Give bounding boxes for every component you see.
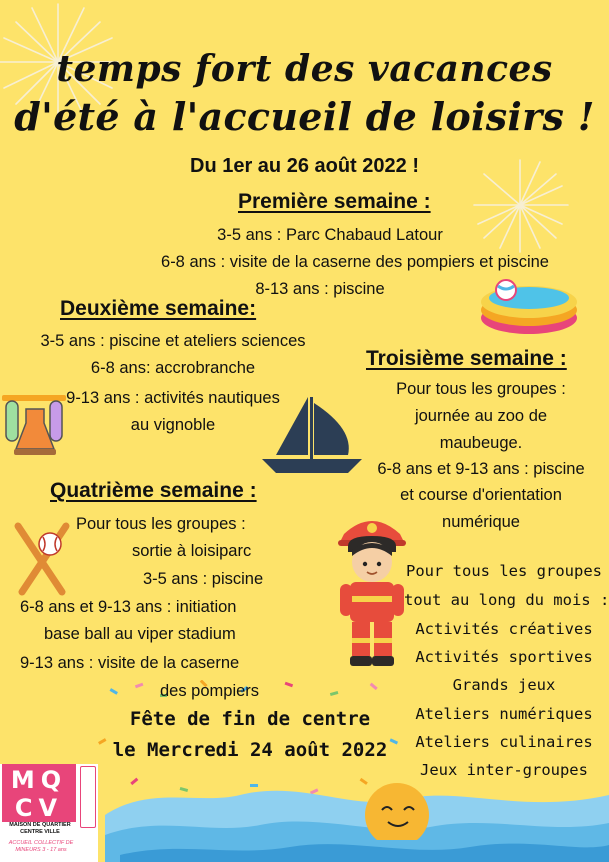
week3-line-5: et course d'orientation [400, 486, 562, 504]
pool-icon [478, 270, 580, 338]
all-month-line-7: Ateliers culinaires [415, 733, 593, 751]
week1-heading: Première semaine : [238, 190, 431, 213]
week3-line-2: journée au zoo de [414, 407, 548, 425]
all-month-line-3: Activités créatives [415, 620, 593, 638]
week1-line-1: 3-5 ans : Parc Chabaud Latour [217, 226, 443, 244]
logo-letters [2, 764, 76, 822]
all-month-line-6: Ateliers numériques [415, 705, 593, 723]
week4-line-3: 3-5 ans : piscine [143, 570, 264, 588]
week1-line-3: 8-13 ans : piscine [255, 280, 385, 298]
week3-line-6: numérique [442, 513, 520, 531]
logo-name: MAISON DE QUARTIER CENTRE VILLE [9, 822, 71, 835]
dates-banner: Du 1er au 26 août 2022 ! [190, 155, 419, 177]
week3-heading: Troisième semaine : [366, 347, 567, 370]
week4-heading: Quatrième semaine : [50, 479, 257, 502]
week4-line-2: sortie à loisiparc [132, 542, 252, 560]
week2-heading: Deuxième semaine: [60, 297, 257, 320]
week2-line-1: 3-5 ans : piscine et ateliers sciences [40, 332, 306, 350]
all-month-line-2: tout au long du mois : [404, 591, 609, 609]
logo-side-stripe [80, 766, 96, 828]
fete-line-2: le Mercredi 24 août 2022 [112, 739, 388, 761]
logo-letters-text: MQCV [10, 766, 68, 822]
all-month-line-8: Jeux inter-groupes [420, 761, 588, 779]
all-month-line-1: Pour tous les groupes [406, 562, 602, 580]
logo-sub: ACCUEIL COLLECTIF DE MINEURS 3 - 17 ans [8, 840, 74, 853]
mqcv-logo [0, 764, 98, 862]
week3-line-3: maubeuge. [439, 434, 523, 452]
week3-line-4: 6-8 ans et 9-13 ans : piscine [377, 460, 585, 478]
week1-line-2: 6-8 ans : visite de la caserne des pompiers et piscine [161, 253, 549, 271]
week4-line-4: 6-8 ans et 9-13 ans : initiation [20, 598, 237, 616]
week4-line-6: 9-13 ans : visite de la caserne [20, 654, 240, 672]
fete-line-1: Fête de fin de centre [129, 708, 371, 730]
poster-title-line1: temps fort des vacances [56, 48, 553, 90]
all-month-line-4: Activités sportives [415, 648, 593, 666]
week2-line-2: 6-8 ans: accrobranche [90, 359, 256, 377]
week4-line-7: des pompiers [160, 682, 260, 700]
baseball-icon [10, 520, 74, 598]
week2-line-4: au vignoble [130, 416, 216, 434]
poster-title-line2: d'été à l'accueil de loisirs ! [14, 94, 595, 139]
week4-line-5: base ball au viper stadium [44, 625, 236, 643]
all-month-line-5: Grands jeux [452, 676, 556, 694]
week4-line-1: Pour tous les groupes : [76, 515, 246, 533]
week2-line-3: 9-13 ans : activités nautiques [66, 389, 280, 407]
week3-line-1: Pour tous les groupes : [396, 380, 566, 398]
